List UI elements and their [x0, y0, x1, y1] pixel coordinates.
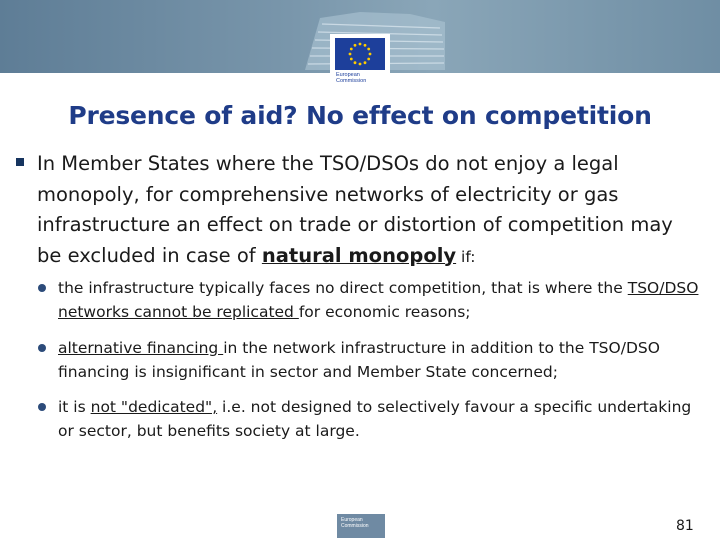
logo-text	[336, 72, 386, 84]
sub-bullet-text: in the network infrastructure in addition to the TSO/DSO financing is insignificant in sector and Member State concerned;	[58, 339, 660, 381]
natural-monopoly-emphasis: natural monopoly	[261, 243, 457, 267]
sub-bullet-text: it is	[58, 398, 91, 416]
sub-bullet-text: the infrastructure typically faces no direct competition, that is where the	[58, 279, 628, 297]
sub-bullet-text: for economic reasons;	[298, 303, 471, 321]
eu-flag-icon	[335, 38, 385, 70]
sub-bullet-underlined: alternative financing	[58, 339, 224, 357]
sub-bullet-2	[58, 336, 708, 384]
footer-logo-text: European Commission	[341, 517, 369, 529]
sub-bullet-3	[58, 395, 708, 443]
bullet-dot-icon	[38, 284, 46, 292]
sub-bullet-1	[58, 276, 708, 324]
eu-commission-logo	[330, 34, 390, 92]
main-text-before: In Member States where the TSO/DSOs do not enjoy a legal monopoly, for comprehensive networks of electricity or gas infrastructure an effect on trade or distortion of competition may be excluded in case of	[37, 152, 673, 267]
main-bullet-text	[37, 149, 697, 272]
square-bullet-icon	[16, 158, 24, 166]
logo-text-line2: Commission	[336, 78, 367, 84]
footer-logo	[337, 514, 385, 538]
bullet-dot-icon	[38, 403, 46, 411]
sub-bullet-underlined: TSO/DSO networks cannot be replicated	[58, 279, 699, 321]
main-text-after: if:	[456, 247, 476, 266]
logo-text-line1: European	[336, 72, 360, 78]
sub-bullet-text: i.e. not designed to selectively favour a specific undertaking or sector, but benefits society at large.	[58, 398, 692, 440]
page-number: 81	[676, 518, 694, 534]
bullet-dot-icon	[38, 344, 46, 352]
sub-bullet-underlined: not "dedicated",	[90, 398, 218, 416]
slide-title: Presence of aid? No effect on competition	[68, 101, 652, 130]
